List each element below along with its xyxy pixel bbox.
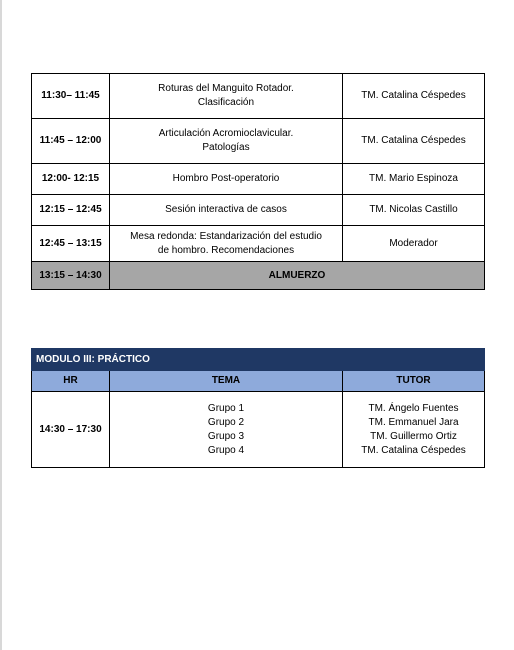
time-cell: 14:30 – 17:30 [32,392,110,468]
group-item: Grupo 4 [207,444,245,456]
page-left-edge [0,0,2,650]
speaker-cell: TM. Mario Espinoza [343,164,485,195]
topic-cell: Sesión interactiva de casos [110,195,343,226]
tutor-item: TM. Catalina Céspedes [361,444,466,456]
header-tema: TEMA [110,371,343,392]
time-cell: 12:45 – 13:15 [32,226,110,262]
time-cell: 12:15 – 12:45 [32,195,110,226]
topic-cell: Mesa redonda: Estandarización del estudio de hombro. Recomendaciones [110,226,343,262]
topic-cell: Roturas del Manguito Rotador. Clasificación [110,74,343,119]
group-item: Grupo 2 [207,416,245,428]
topic-cell: Hombro Post-operatorio [110,164,343,195]
module-table [31,348,485,468]
tutor-item: TM. Guillermo Ortiz [370,430,457,442]
groups-cell [110,392,343,468]
lunch-label: ALMUERZO [110,262,485,290]
speaker-cell: TM. Catalina Céspedes [343,74,485,119]
module-title: MODULO III: PRÁCTICO [32,349,485,371]
tutor-item: TM. Emmanuel Jara [368,416,459,428]
header-hr: HR [32,371,110,392]
table-row [32,392,485,468]
table-row [32,226,485,262]
lunch-row [32,262,485,290]
group-item: Grupo 1 [207,402,245,414]
table-row [32,74,485,119]
table-row [32,195,485,226]
header-row [32,371,485,392]
module-title-row [32,349,485,371]
topic-cell: Articulación Acromioclavicular. Patologías [110,119,343,164]
table-row [32,119,485,164]
speaker-cell: TM. Catalina Céspedes [343,119,485,164]
header-tutor: TUTOR [343,371,485,392]
time-cell: 11:30– 11:45 [32,74,110,119]
time-cell: 11:45 – 12:00 [32,119,110,164]
schedule-table [31,73,485,290]
table-row [32,164,485,195]
tutor-item: TM. Ángelo Fuentes [368,402,459,414]
group-item: Grupo 3 [207,430,245,442]
speaker-cell: TM. Nicolas Castillo [343,195,485,226]
tutors-cell [343,392,485,468]
time-cell: 12:00- 12:15 [32,164,110,195]
time-cell: 13:15 – 14:30 [32,262,110,290]
speaker-cell: Moderador [343,226,485,262]
